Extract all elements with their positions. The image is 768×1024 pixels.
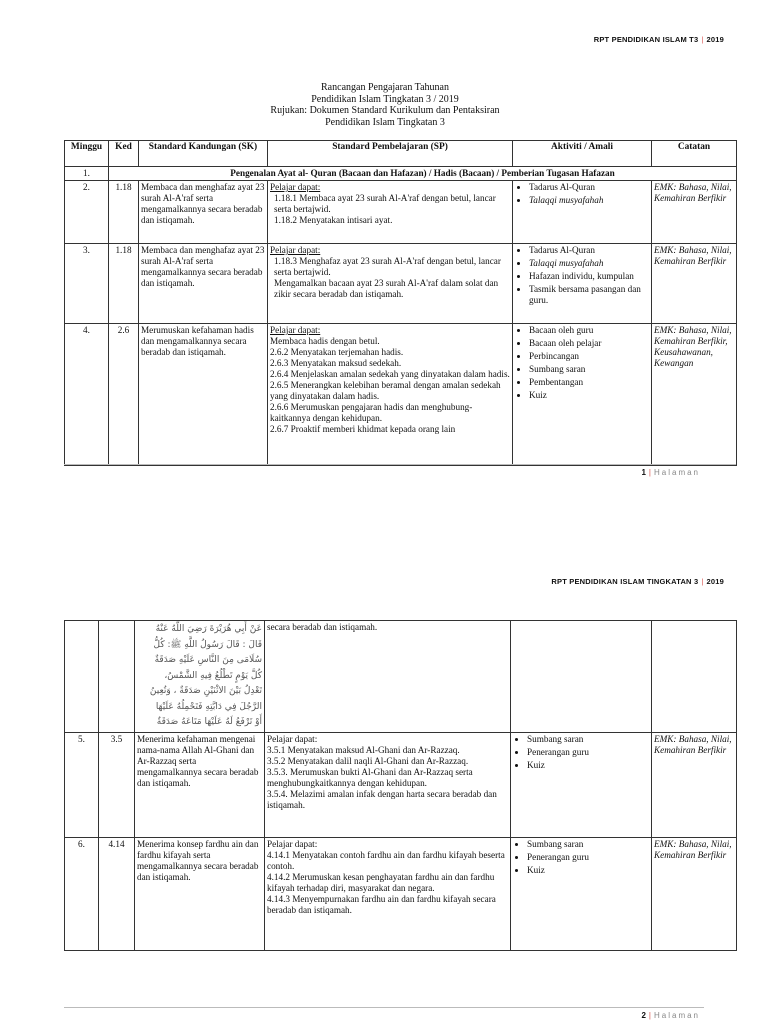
aktiviti-item: • Bacaan oleh guru <box>529 325 649 336</box>
row-sp: secara beradab dan istiqamah. <box>265 621 511 733</box>
row-aktiviti <box>511 837 652 950</box>
section-title: Pengenalan Ayat al- Quran (Bacaan dan Hafazan) / Hadis (Bacaan) / Pemberian Tugasan Hafazan <box>109 167 737 181</box>
row-catatan: EMK: Bahasa, Nilai, Kemahiran Berfikir, Keusahawanan, Kewangan <box>652 324 737 466</box>
row-sp <box>268 181 513 244</box>
section-minggu: 1. <box>65 167 109 181</box>
table-row <box>65 837 737 950</box>
sp-item: 2.6.3 Menyatakan maksud sedekah. <box>270 358 402 368</box>
aktiviti-item: • Talaqqi musyafahah <box>529 195 649 206</box>
aktiviti-item: • Tadarus Al-Quran <box>529 245 649 256</box>
table-row <box>65 324 737 466</box>
page2-header-title: RPT PENDIDIKAN ISLAM TINGKATAN 3 <box>551 577 699 586</box>
row-sp <box>268 244 513 324</box>
aktiviti-item: • Sumbang saran <box>529 364 649 375</box>
row-sk: Menerima kefahaman mengenai nama-nama Allah Al-Ghani dan Ar-Razzaq serta mengamalkannya secara beradab dan istiqamah. <box>135 732 265 837</box>
row-sk: Membaca dan menghafaz ayat 23 surah Al-A'raf serta mengamalkannya secara beradab dan istiqamah. <box>139 181 268 244</box>
sp-item: 4.14.3 Menyempurnakan fardhu ain dan fardhu kifayah secara beradab dan istiqamah. <box>267 893 496 915</box>
sp-item: 3.5.1 Menyatakan maksud Al-Ghani dan Ar-Razzaq. <box>267 744 460 755</box>
col-catatan: Catatan <box>652 141 737 167</box>
aktiviti-item: • Tasmik bersama pasangan dan guru. <box>529 284 649 306</box>
title-line-2: Pendidikan Islam Tingkatan 3 / 2019 <box>311 93 459 105</box>
page1-footer <box>641 468 700 477</box>
sp-item: 1.18.1 Membaca ayat 23 surah Al-A'raf dengan betul, lancar serta bertajwid. <box>274 193 496 214</box>
sp-item: 2.6.7 Proaktif memberi khidmat kepada orang lain <box>270 424 456 434</box>
aktiviti-item: • Kuiz <box>527 760 649 771</box>
hadith-line: الرَّجُلَ فِي دَابَّتِهِ فَتَحْمِلُهُ عَلَيْهَا <box>155 701 262 712</box>
col-sk: Standard Kandungan (SK) <box>139 141 268 167</box>
table-header-row <box>65 141 737 167</box>
row-sk: Merumuskan kefahaman hadis dan mengamalkannya secara beradab dan istiqamah. <box>139 324 268 466</box>
aktiviti-item: • Penerangan guru <box>527 747 649 758</box>
row-ked: 4.14 <box>99 837 135 950</box>
aktiviti-item: • Kuiz <box>529 390 649 401</box>
page2-header-year: 2019 <box>706 577 724 586</box>
page2-header <box>551 577 724 586</box>
page1-number: 1 <box>641 468 646 477</box>
hadith-line: سُلَامَى مِنَ النَّاسِ عَلَيْهِ صَدَقَةٌ <box>154 655 262 665</box>
row-minggu: 3. <box>65 244 109 324</box>
document-titles <box>200 82 570 128</box>
sp-item: 3.5.4. Melazimi amalan infak dengan harta secara beradab dan istiqamah. <box>267 788 497 810</box>
hadith-line: قَالَ : قَالَ رَسُولُ اللَّهِ ﷺ: كُلُّ <box>153 639 262 650</box>
sp-item: 2.6.2 Menyatakan terjemahan hadis. <box>270 347 404 357</box>
page2-footer-bar: | <box>648 1011 651 1020</box>
row-sk: Menerima konsep fardhu ain dan fardhu kifayah serta mengamalkannya secara beradab dan istiqamah. <box>135 837 265 950</box>
sp-item: 1.18.2 Menyatakan intisari ayat. <box>274 215 393 225</box>
row-catatan: EMK: Bahasa, Nilai, Kemahiran Berfikir <box>652 244 737 324</box>
row-ked: 1.18 <box>109 244 139 324</box>
aktiviti-item: • Hafazan individu, kumpulan <box>529 271 649 282</box>
page1-header-sep: | <box>701 35 704 44</box>
sp-heading: Pelajar dapat: <box>267 733 318 744</box>
sp-heading: Pelajar dapat: <box>267 838 318 849</box>
sp-item: 2.6.5 Menerangkan kelebihan beramal dengan amalan sedekah yang dinyatakan dalam hadis. <box>270 380 501 401</box>
row-ked: 3.5 <box>99 732 135 837</box>
row-sp <box>268 324 513 466</box>
title-line-1: Rancangan Pengajaran Tahunan <box>321 82 449 93</box>
aktiviti-item: • Bacaan oleh pelajar <box>529 338 649 349</box>
col-ked: Ked <box>109 141 139 167</box>
table-row <box>65 732 737 837</box>
row-minggu: 2. <box>65 181 109 244</box>
table-row <box>65 181 737 244</box>
page1-footer-line <box>64 464 736 465</box>
page1-footer-bar: | <box>648 468 651 477</box>
col-sp: Standard Pembelajaran (SP) <box>268 141 513 167</box>
aktiviti-item: • Pembentangan <box>529 377 649 388</box>
page1-header <box>594 35 724 44</box>
row-minggu: 4. <box>65 324 109 466</box>
row-aktiviti <box>513 181 652 244</box>
row-sk: Membaca dan menghafaz ayat 23 surah Al-A'raf serta mengamalkannya secara beradab dan istiqamah. <box>139 244 268 324</box>
aktiviti-item: • Perbincangan <box>529 351 649 362</box>
page2-footer-line <box>64 1007 704 1008</box>
page1-footer-label: Halaman <box>653 468 700 477</box>
sp-item: 3.5.3. Merumuskan bukti Al-Ghani dan Ar-Razzaq serta menghubungkaitkannya dengan kehidupan. <box>267 766 473 788</box>
page1-table <box>64 140 737 466</box>
hadith-line: عَنْ أَبِي هُرَيْرَةَ رَضِيَ اللَّهُ عَنْهُ <box>155 624 262 634</box>
aktiviti-item: • Sumbang saran <box>527 734 649 745</box>
sp-heading: Pelajar dapat: <box>270 325 321 335</box>
aktiviti-item: • Penerangan guru <box>527 852 649 863</box>
sp-heading: Pelajar dapat: <box>270 182 321 192</box>
row-catatan: EMK: Bahasa, Nilai, Kemahiran Berfikir <box>652 837 737 950</box>
table-row-continued <box>65 621 737 733</box>
aktiviti-item: • Kuiz <box>527 865 649 876</box>
row-ked: 2.6 <box>109 324 139 466</box>
hadith-line: تَعْدِلُ بَيْنَ الاثْنَيْنِ صَدَقَةٌ ، وَتُعِينُ <box>149 686 262 696</box>
row-catatan: EMK: Bahasa, Nilai, Kemahiran Berfikir <box>652 732 737 837</box>
title-line-3: Rujukan: Dokumen Standard Kurikulum dan Pentaksiran <box>270 105 500 117</box>
sp-item: 2.6.4 Menjelaskan amalan sedekah yang dinyatakan dalam hadis. <box>270 369 510 379</box>
col-aktiviti: Aktiviti / Amali <box>513 141 652 167</box>
hadith-text <box>135 621 265 733</box>
sp-item: 2.6.6 Merumuskan pengajaran hadis dan menghubung-kaitkannya dengan kehidupan. <box>270 402 473 423</box>
hadith-line: أَوْ تَرْفَعُ لَهُ عَلَيْهَا مَتَاعَهُ صَدَقَةٌ <box>156 717 262 727</box>
row-minggu: 6. <box>65 837 99 950</box>
table-row <box>65 244 737 324</box>
row-catatan: EMK: Bahasa, Nilai, Kemahiran Berfikir <box>652 181 737 244</box>
page2-header-sep: | <box>701 577 704 586</box>
aktiviti-item: • Sumbang saran <box>527 839 649 850</box>
row-sp <box>265 732 511 837</box>
page2-footer <box>641 1011 700 1020</box>
sp-item: 1.18.3 Menghafaz ayat 23 surah Al-A'raf dengan betul, lancar serta bertajwid. <box>274 256 501 277</box>
sp-item: 4.14.1 Menyatakan contoh fardhu ain dan fardhu kifayah beserta contoh. <box>267 849 505 871</box>
section-row <box>65 167 737 181</box>
aktiviti-item: • Talaqqi musyafahah <box>529 258 649 269</box>
col-minggu: Minggu <box>65 141 109 167</box>
sp-heading: Pelajar dapat: <box>270 245 321 255</box>
sp-item: Mengamalkan bacaan ayat 23 surah Al-A'raf dalam solat dan zikir secara beradab dan istiqamah. <box>274 278 499 299</box>
row-aktiviti <box>511 732 652 837</box>
page2-footer-label: Halaman <box>653 1011 700 1020</box>
sp-item: 4.14.2 Merumuskan kesan penghayatan fardhu ain dan fardhu kifayah terhadap diri, masyarakat dan negara. <box>267 871 495 893</box>
page2-number: 2 <box>641 1011 646 1020</box>
row-minggu: 5. <box>65 732 99 837</box>
row-ked: 1.18 <box>109 181 139 244</box>
row-aktiviti <box>513 324 652 466</box>
row-aktiviti <box>513 244 652 324</box>
page2-table <box>64 620 737 951</box>
page1-header-title: RPT PENDIDIKAN ISLAM T3 <box>593 35 699 44</box>
title-line-4: Pendidikan Islam Tingkatan 3 <box>325 116 445 128</box>
sp-item: Membaca hadis dengan betul. <box>270 336 380 346</box>
row-sp <box>265 837 511 950</box>
aktiviti-item: • Tadarus Al-Quran <box>529 182 649 193</box>
sp-item: 3.5.2 Menyatakan dalil naqli Al-Ghani dan Ar-Razzaq. <box>267 755 469 766</box>
page1-header-year: 2019 <box>706 35 724 44</box>
hadith-line: كُلَّ يَوْمٍ تَطْلُعُ فِيهِ الشَّمْسُ، <box>164 670 262 681</box>
